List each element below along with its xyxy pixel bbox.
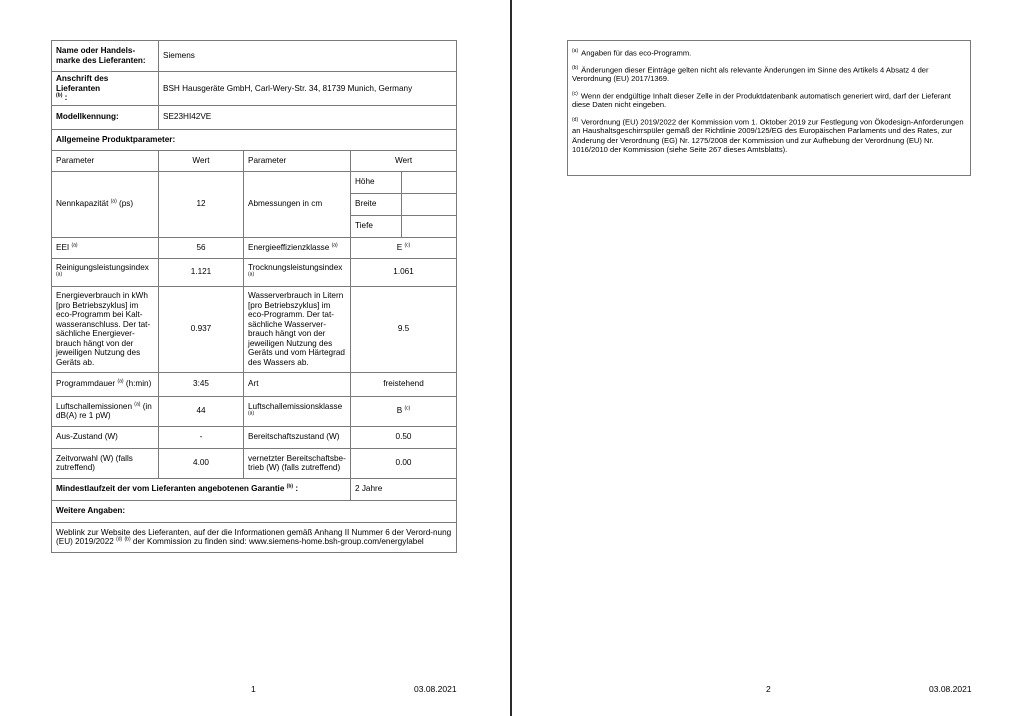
col-header-param: Parameter bbox=[52, 150, 159, 171]
page-date: 03.08.2021 bbox=[414, 684, 457, 694]
capacity-value: 12 bbox=[159, 171, 244, 237]
energy-consumption-value: 0.937 bbox=[159, 286, 244, 372]
noise-class-value: B $^{(c)}$ bbox=[351, 396, 457, 426]
noise-class-label: Luftschallemissionsklasse $^{(a)}$ bbox=[244, 396, 351, 426]
footnote-a: $^{(a)}$ Angaben für das eco-Programm. bbox=[572, 48, 692, 58]
type-value: freistehend bbox=[351, 372, 457, 396]
program-duration-value: 3:45 bbox=[159, 372, 244, 396]
weblink-info: Weblink zur Website des Lieferanten, auf der die Informationen gemäß Anhang II Nummer 6 der Verord-nung (EU) 2019/2022 $^{(d)}$ $^{(b)}$ der Kommission zu finden sind: www.siemens-home.bsh-group.com/energylabel bbox=[52, 522, 457, 552]
further-info-heading: Weitere Angaben: bbox=[52, 500, 457, 522]
col-header-value-2: Wert bbox=[351, 150, 457, 171]
page-2 bbox=[512, 0, 1024, 716]
energy-consumption-label: Energieverbrauch in kWh [pro Betriebszyklus] im eco-Programm bei Kalt-wasseranschluss. Der tat-sächliche Energiever-brauch hängt von der jeweiligen Nutzung des Geräts ab. bbox=[52, 286, 159, 372]
col-header-value: Wert bbox=[159, 150, 244, 171]
noise-emission-value: 44 bbox=[159, 396, 244, 426]
standby-label: Bereitschaftszustand (W) bbox=[244, 426, 351, 448]
water-consumption-value: 9.5 bbox=[351, 286, 457, 372]
cleaning-index-label: Reinigungsleistungsindex $^{(a)}$ bbox=[52, 258, 159, 286]
delay-start-value: 4.00 bbox=[159, 448, 244, 478]
drying-index-value: 1.061 bbox=[351, 258, 457, 286]
width-value bbox=[402, 193, 457, 215]
program-duration-label: Programmdauer $^{(a)}$ (h:min) bbox=[52, 372, 159, 396]
footnotes-box bbox=[567, 40, 971, 176]
model-label: Modellkennung: bbox=[52, 105, 159, 129]
water-consumption-label: Wasserverbrauch in Litern [pro Betriebszyklus] im eco-Programm. Der tat-sächliche Wasserver-brauch hängt von der jeweiligen Nutzung des Geräts und vom Härtegrad des Wassers ab. bbox=[244, 286, 351, 372]
eei-value: 56 bbox=[159, 237, 244, 258]
width-label: Breite bbox=[351, 193, 402, 215]
supplier-value: Siemens bbox=[159, 41, 457, 72]
footnote-c: $^{(c)}$ Wenn der endgültige Inhalt dieser Zelle in der Produktdatenbank automatisch generiert wird, darf der Lieferant diese Daten nicht eingeben. bbox=[572, 90, 951, 110]
page-date: 03.08.2021 bbox=[929, 684, 972, 694]
noise-emission-label: Luftschallemissionen $^{(a)}$ (in dB(A) re 1 pW) bbox=[52, 396, 159, 426]
warranty-value: 2 Jahre bbox=[351, 478, 457, 500]
model-value: SE23HI42VE bbox=[159, 105, 457, 129]
off-mode-value: - bbox=[159, 426, 244, 448]
general-params-heading: Allgemeine Produktparameter: bbox=[52, 129, 457, 150]
footnote-d: $^{(d)}$ Verordnung (EU) 2019/2022 der Kommission vom 1. Oktober 2019 zur Festlegung von Ökodesign-Anforderungen an Haushaltsgeschirrspüler gemäß der Richtlinie 2009/125/EG des Europäischen Parlaments und des Rates, zur Änderung der Verordnung (EG) Nr. 1275/2008 der Kommission und zur Aufhebung der Verordnung (EU) Nr. 1016/2010 der Kommission (siehe Seite 267 dieses Amtsblatts). bbox=[572, 116, 964, 154]
networked-standby-label: vernetzter Bereitschaftsbe-trieb (W) (falls zutreffend) bbox=[244, 448, 351, 478]
cleaning-index-value: 1.121 bbox=[159, 258, 244, 286]
page-number: 1 bbox=[251, 684, 256, 694]
page-1 bbox=[0, 0, 510, 716]
supplier-label: Name oder Handels-marke des Lieferanten: bbox=[52, 41, 159, 72]
depth-value bbox=[402, 215, 457, 237]
address-label: Anschrift des Lieferanten $^{(b)}$ : bbox=[52, 72, 159, 106]
drying-index-label: Trocknungsleistungsindex $^{(a)}$ bbox=[244, 258, 351, 286]
height-value bbox=[402, 171, 457, 193]
energy-class-value: E $^{(c)}$ bbox=[351, 237, 457, 258]
dimensions-label: Abmessungen in cm bbox=[244, 171, 351, 237]
col-header-param-2: Parameter bbox=[244, 150, 351, 171]
energy-class-label: Energieeffizienzklasse $^{(a)}$ bbox=[244, 237, 351, 258]
warranty-label: Mindestlaufzeit der vom Lieferanten angebotenen Garantie $^{(b)}$ : bbox=[52, 478, 351, 500]
page-number: 2 bbox=[766, 684, 771, 694]
type-label: Art bbox=[244, 372, 351, 396]
product-info-table bbox=[51, 40, 457, 553]
standby-value: 0.50 bbox=[351, 426, 457, 448]
footnote-b: $^{(b)}$ Änderungen dieser Einträge gelten nicht als relevante Änderungen im Sinne des Artikels 4 Absatz 4 der Verordnung (EU) 2017/1369. bbox=[572, 64, 929, 84]
height-label: Höhe bbox=[351, 171, 402, 193]
off-mode-label: Aus-Zustand (W) bbox=[52, 426, 159, 448]
depth-label: Tiefe bbox=[351, 215, 402, 237]
networked-standby-value: 0.00 bbox=[351, 448, 457, 478]
delay-start-label: Zeitvorwahl (W) (falls zutreffend) bbox=[52, 448, 159, 478]
eei-label: EEI $^{(a)}$ bbox=[52, 237, 159, 258]
capacity-label: Nennkapazität $^{(a)}$ (ps) bbox=[52, 171, 159, 237]
address-value: BSH Hausgeräte GmbH, Carl-Wery-Str. 34, 81739 Munich, Germany bbox=[159, 72, 457, 106]
